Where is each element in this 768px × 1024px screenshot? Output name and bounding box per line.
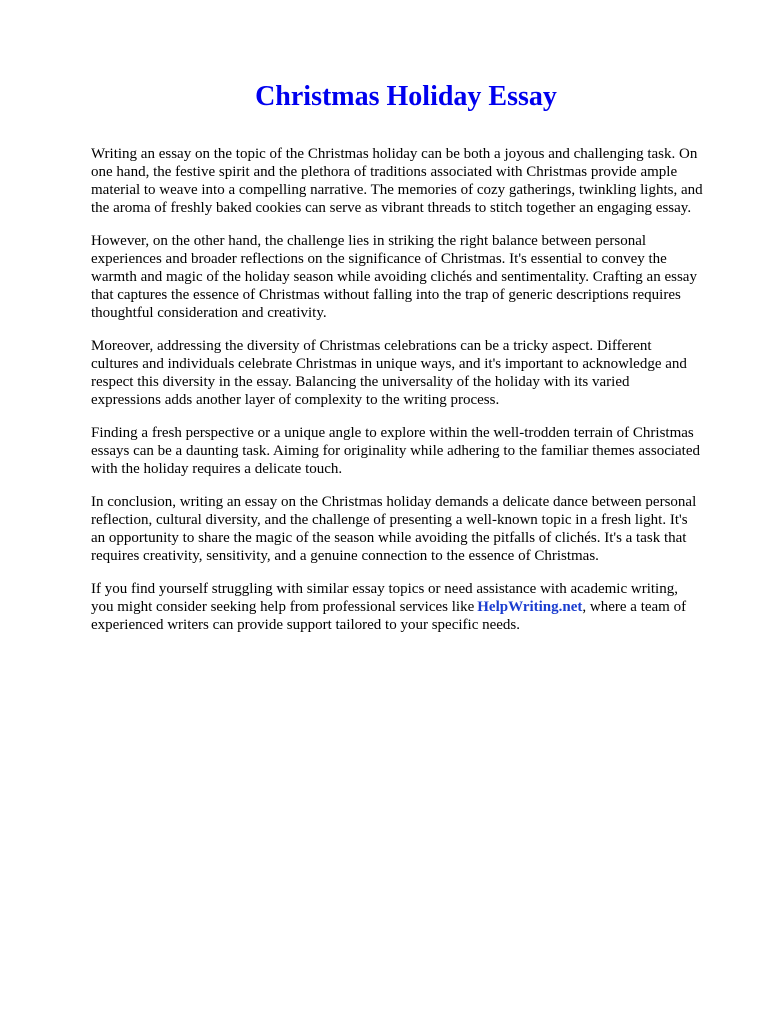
text-segment: , where a team of: [582, 599, 687, 615]
text-line: the aroma of freshly baked cookies can serve as vibrant threads to stitch together an engaging essay.: [91, 200, 692, 216]
text-line: experienced writers can provide support tailored to your specific needs.: [91, 617, 521, 633]
paragraph-2: [91, 232, 731, 322]
page-title: Christmas Holiday Essay: [255, 81, 557, 112]
text-line: respect this diversity in the essay. Balancing the universality of the holiday with its varied: [91, 374, 630, 390]
text-line: Finding a fresh perspective or a unique angle to explore within the well-trodden terrain of Christmas: [91, 425, 694, 441]
text-line: cultures and individuals celebrate Christmas in unique ways, and it's important to acknowledge and: [91, 356, 687, 372]
paragraph-3: [91, 337, 731, 409]
paragraph-1: [91, 145, 731, 217]
essay-body: [91, 145, 731, 649]
text-line: that captures the essence of Christmas without falling into the trap of generic descriptions requires: [91, 287, 681, 303]
text-line: In conclusion, writing an essay on the Christmas holiday demands a delicate dance between personal: [91, 494, 697, 510]
text-line: reflection, cultural diversity, and the challenge of presenting a well-known topic in a fresh light. It's: [91, 512, 688, 528]
text-line: experiences and broader reflections on the significance of Christmas. It's essential to convey the: [91, 251, 667, 267]
text-line: requires creativity, sensitivity, and a genuine connection to the essence of Christmas.: [91, 548, 599, 564]
text-line: thoughtful consideration and creativity.: [91, 305, 327, 321]
text-line: [91, 598, 731, 616]
text-line: expressions adds another layer of complexity to the writing process.: [91, 392, 500, 408]
text-line: warmth and magic of the holiday season while avoiding clichés and sentimentality. Crafting an essay: [91, 269, 697, 285]
text-line: Writing an essay on the topic of the Christmas holiday can be both a joyous and challenging task. On: [91, 146, 698, 162]
text-line: material to weave into a compelling narrative. The memories of cozy gatherings, twinkling lights, and: [91, 182, 703, 198]
text-line: an opportunity to share the magic of the season while avoiding the pitfalls of clichés. It's a task that: [91, 530, 687, 546]
text-line: essays can be a daunting task. Aiming for originality while adhering to the familiar themes associated: [91, 443, 701, 459]
paragraph-5: [91, 493, 731, 565]
helpwriting-link[interactable]: HelpWriting.net: [477, 599, 583, 615]
text-line: with the holiday requires a delicate touch.: [91, 461, 343, 477]
text-line: Moreover, addressing the diversity of Christmas celebrations can be a tricky aspect. Different: [91, 338, 652, 354]
text-line: one hand, the festive spirit and the plethora of traditions associated with Christmas provide ample: [91, 164, 678, 180]
text-line: If you find yourself struggling with similar essay topics or need assistance with academic writing,: [91, 581, 678, 597]
paragraph-6: [91, 580, 731, 634]
paragraph-4: [91, 424, 731, 478]
text-segment: you might consider seeking help from professional services like: [91, 599, 475, 615]
text-line: However, on the other hand, the challenge lies in striking the right balance between personal: [91, 233, 647, 249]
